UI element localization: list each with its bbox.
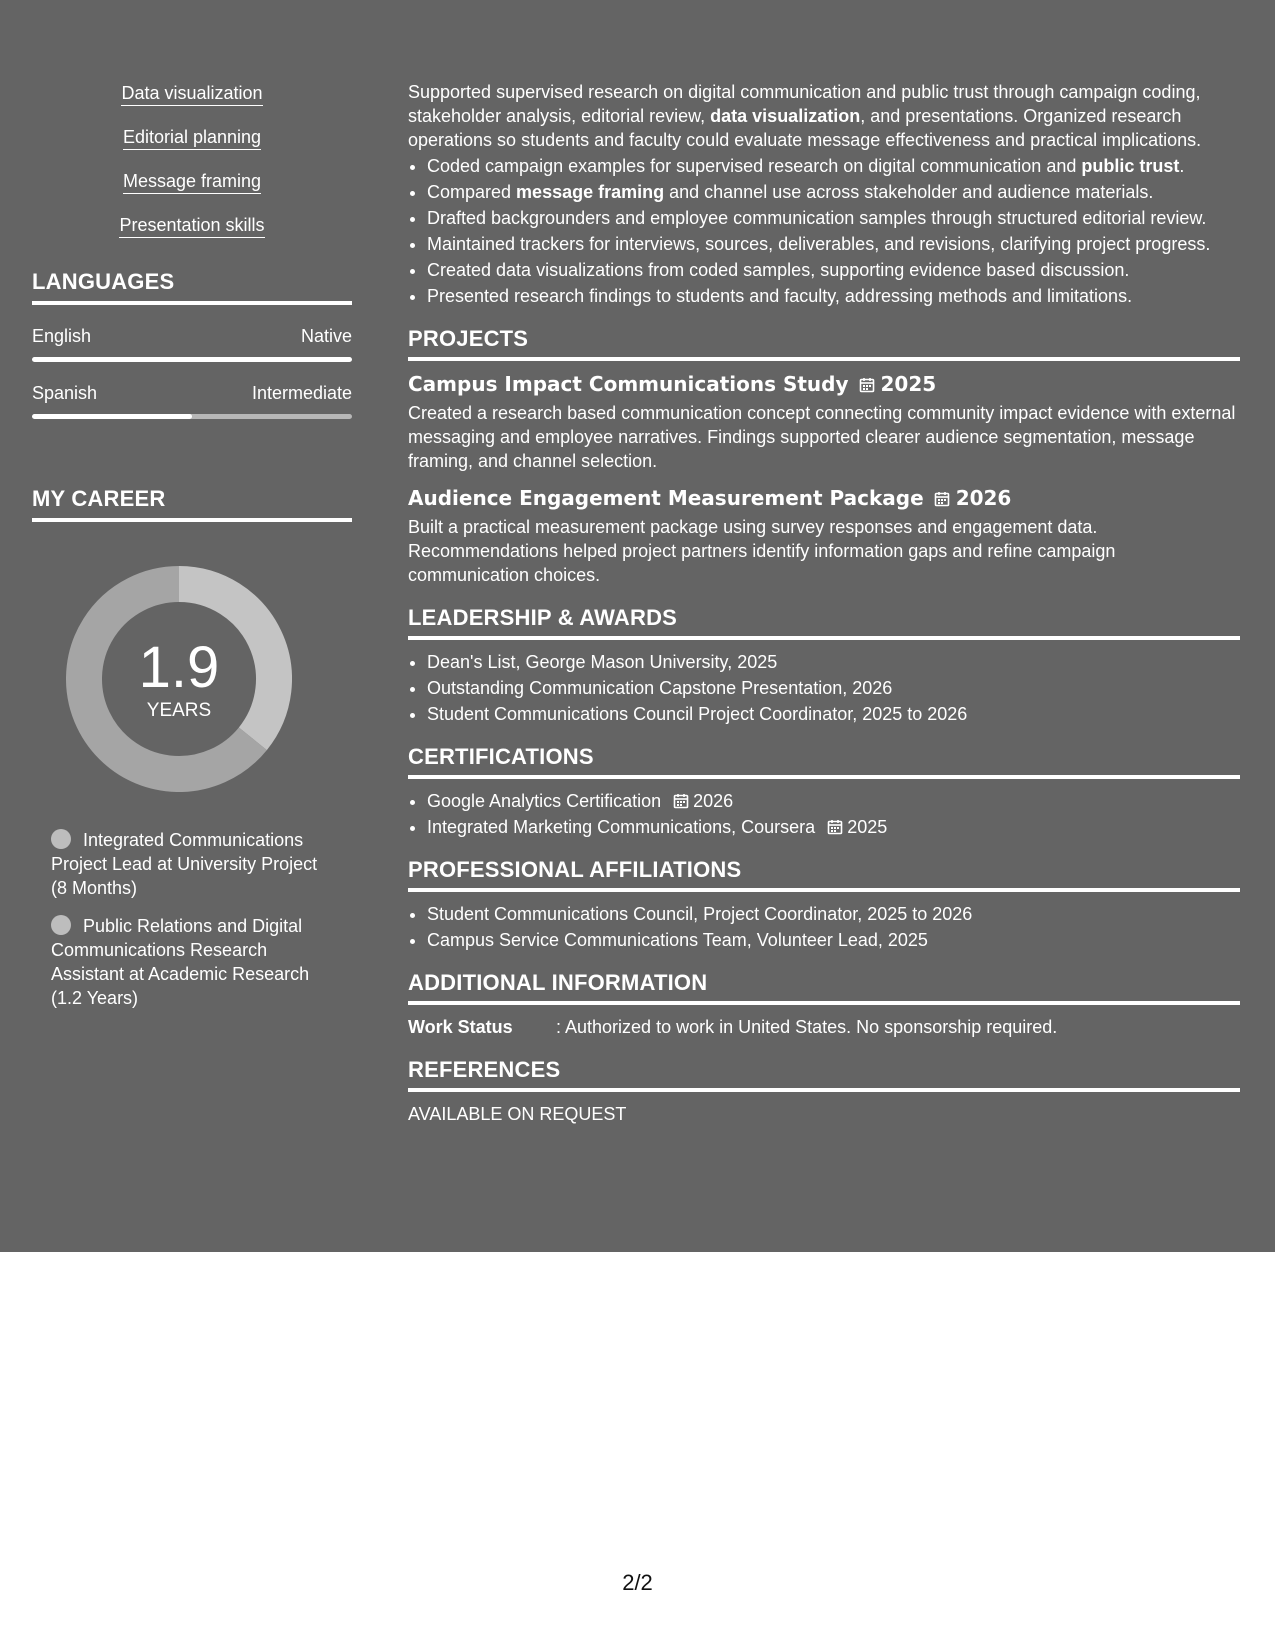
projects-heading: PROJECTS bbox=[408, 326, 529, 351]
section-divider bbox=[408, 636, 1240, 640]
affiliation-item: • Student Communications Council, Project Coordinator, 2025 to 2026 bbox=[427, 902, 1240, 926]
language-proficiency-fill bbox=[32, 357, 352, 362]
career-section bbox=[32, 485, 352, 1010]
career-legend-item bbox=[51, 914, 331, 1010]
certification-name: Google Analytics Certification bbox=[427, 791, 662, 811]
section-divider bbox=[408, 775, 1240, 779]
certifications-section bbox=[408, 744, 1240, 839]
section-divider bbox=[408, 888, 1240, 892]
summary-highlight: data visualization bbox=[710, 106, 861, 126]
experience-bullets bbox=[408, 154, 1240, 308]
skill-item: Editorial planning bbox=[123, 126, 261, 150]
career-legend-item bbox=[51, 828, 331, 900]
career-heading: MY CAREER bbox=[32, 486, 166, 511]
projects-section bbox=[408, 326, 1240, 587]
language-level: Native bbox=[300, 326, 352, 346]
leadership-heading: LEADERSHIP & AWARDS bbox=[408, 605, 678, 630]
project-title: Campus Impact Communications Study bbox=[408, 372, 849, 396]
certification-year: 2026 bbox=[693, 791, 734, 811]
bullet-text: . bbox=[1179, 156, 1185, 176]
leadership-item: • Dean's List, George Mason University, 2025 bbox=[427, 650, 1240, 674]
summary-text: , and presentations. Organized research operations so students and faculty could evaluate message effectiveness and practical implications. bbox=[408, 106, 1202, 150]
references-text: AVAILABLE ON REQUEST bbox=[408, 1104, 627, 1124]
additional-section bbox=[408, 970, 1240, 1039]
bullet-text: Drafted backgrounders and employee communication samples through structured editorial review. bbox=[427, 208, 1207, 228]
skills-list bbox=[32, 82, 352, 238]
career-total: 1.9 bbox=[138, 635, 220, 700]
experience-bullet bbox=[427, 206, 1240, 230]
legend-dot-icon bbox=[51, 915, 71, 935]
section-divider bbox=[32, 518, 352, 522]
career-unit: YEARS bbox=[146, 700, 212, 721]
calendar-icon bbox=[827, 819, 843, 835]
work-status-value: : Authorized to work in United States. No sponsorship required. bbox=[556, 1017, 1058, 1037]
languages-heading: LANGUAGES bbox=[32, 269, 175, 294]
bullet-highlight: message framing bbox=[516, 182, 665, 202]
affiliations-heading: PROFESSIONAL AFFILIATIONS bbox=[408, 857, 742, 882]
language-name: Spanish bbox=[32, 383, 98, 403]
experience-bullet bbox=[427, 258, 1240, 282]
certifications-list bbox=[408, 789, 1240, 839]
calendar-icon bbox=[934, 491, 950, 507]
languages-section bbox=[32, 268, 352, 419]
work-status-label: Work Status bbox=[408, 1017, 513, 1037]
career-legend-label: Integrated Communications Project Lead at University Project (8 Months) bbox=[51, 830, 318, 898]
references-section bbox=[408, 1057, 1240, 1126]
career-legend-label: Public Relations and Digital Communications Research Assistant at Academic Research (1.2 Years) bbox=[51, 916, 310, 1008]
language-level: Intermediate bbox=[251, 383, 352, 403]
leadership-list bbox=[408, 650, 1240, 726]
project-title-row bbox=[408, 485, 1240, 511]
skill-item: Message framing bbox=[123, 170, 261, 194]
summary-text: Supported supervised research on digital communication and public trust through campaign coding, stakeholder analysis, editorial review, bbox=[408, 82, 1201, 126]
certification-item bbox=[427, 815, 1240, 839]
bullet-text: Compared bbox=[427, 182, 517, 202]
main-content bbox=[408, 80, 1240, 1126]
page-number: 2/2 bbox=[622, 1570, 653, 1595]
project-description: Created a research based communication concept connecting community impact evidence with external messaging and employee narratives. Findings supported clearer audience segmentation, message framing, and channel selection. bbox=[408, 403, 1236, 471]
section-divider bbox=[408, 357, 1240, 361]
language-proficiency-bar bbox=[32, 414, 352, 419]
bullet-text: Coded campaign examples for supervised research on digital communication and bbox=[427, 156, 1082, 176]
section-divider bbox=[408, 1088, 1240, 1092]
additional-heading: ADDITIONAL INFORMATION bbox=[408, 970, 708, 995]
bullet-text: Presented research findings to students and faculty, addressing methods and limitations. bbox=[427, 286, 1133, 306]
affiliations-list bbox=[408, 902, 1240, 952]
project-year: 2026 bbox=[955, 486, 1012, 510]
experience-bullet bbox=[427, 154, 1240, 178]
bullet-text: Maintained trackers for interviews, sources, deliverables, and revisions, clarifying project progress. bbox=[427, 234, 1211, 254]
leadership-item: • Student Communications Council Project Coordinator, 2025 to 2026 bbox=[427, 702, 1240, 726]
bullet-text: Created data visualizations from coded samples, supporting evidence based discussion. bbox=[427, 260, 1130, 280]
calendar-icon bbox=[859, 377, 875, 393]
leadership-section bbox=[408, 605, 1240, 726]
affiliations-section bbox=[408, 857, 1240, 952]
experience-bullet bbox=[427, 284, 1240, 308]
legend-dot-icon bbox=[51, 829, 71, 849]
project-year: 2025 bbox=[880, 372, 937, 396]
certification-name: Integrated Marketing Communications, Coursera bbox=[427, 817, 816, 837]
language-name: English bbox=[32, 326, 92, 346]
certification-item bbox=[427, 789, 1240, 813]
calendar-icon bbox=[673, 793, 689, 809]
section-divider bbox=[408, 1001, 1240, 1005]
language-item bbox=[32, 382, 352, 419]
bullet-text: and channel use across stakeholder and audience materials. bbox=[664, 182, 1154, 202]
experience-bullet bbox=[427, 180, 1240, 204]
language-item bbox=[32, 325, 352, 362]
sidebar bbox=[32, 82, 352, 1024]
experience-summary bbox=[408, 80, 1240, 152]
certification-year: 2025 bbox=[847, 817, 888, 837]
leadership-item: • Outstanding Communication Capstone Presentation, 2026 bbox=[427, 676, 1240, 700]
project-title: Audience Engagement Measurement Package bbox=[408, 486, 924, 510]
references-heading: REFERENCES bbox=[408, 1057, 561, 1082]
language-proficiency-bar bbox=[32, 357, 352, 362]
skill-item: Data visualization bbox=[121, 82, 262, 106]
affiliation-item: • Campus Service Communications Team, Volunteer Lead, 2025 bbox=[427, 928, 1240, 952]
bullet-highlight: public trust bbox=[1081, 156, 1180, 176]
career-donut-chart bbox=[66, 566, 292, 792]
work-status-row bbox=[408, 1015, 1240, 1039]
career-legend bbox=[51, 828, 331, 1010]
project-title-row bbox=[408, 371, 1240, 397]
experience-bullet bbox=[427, 232, 1240, 256]
project-description: Built a practical measurement package using survey responses and engagement data. Recommendations helped project partners identify information gaps and refine campaign communication choices. bbox=[408, 517, 1116, 585]
language-proficiency-fill bbox=[32, 414, 192, 419]
section-divider bbox=[32, 301, 352, 305]
certifications-heading: CERTIFICATIONS bbox=[408, 744, 594, 769]
skill-item: Presentation skills bbox=[119, 214, 264, 238]
